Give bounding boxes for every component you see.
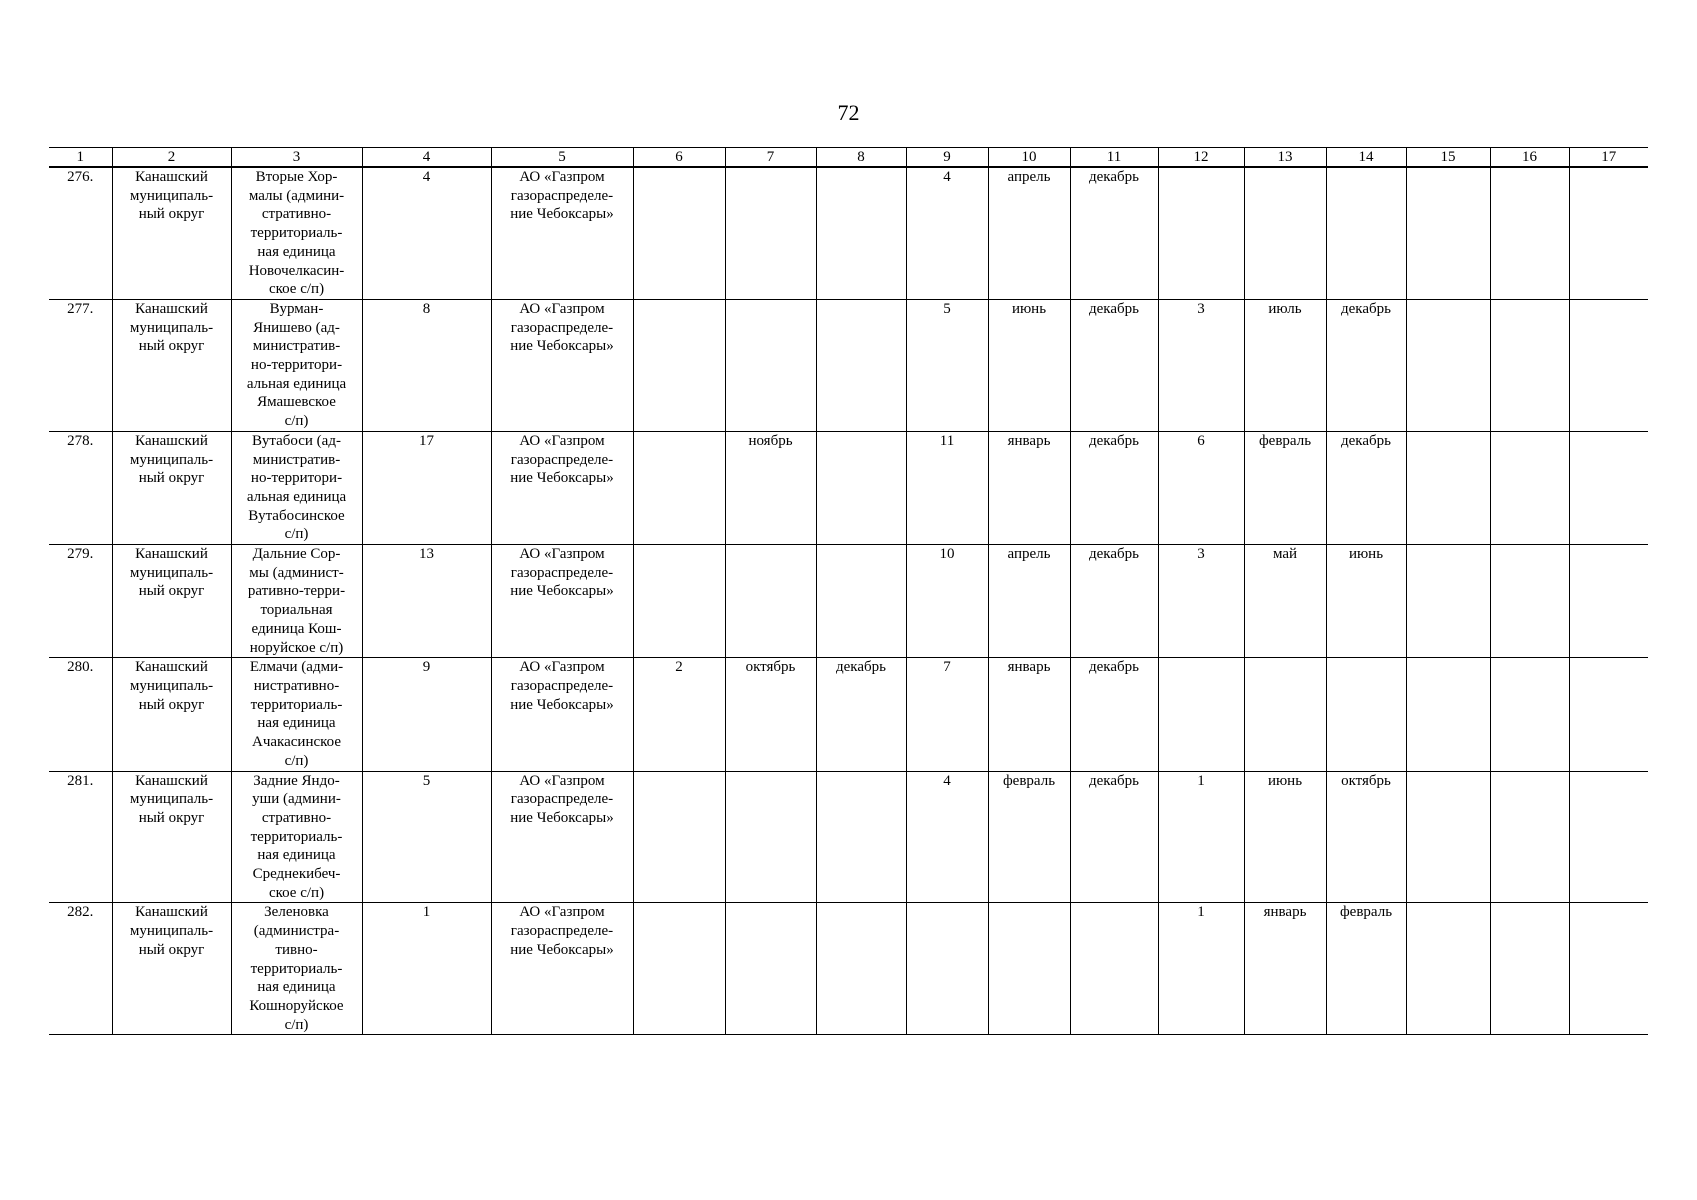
cell-line: Канашский xyxy=(135,659,208,676)
cell-col-14: декабрь xyxy=(1326,299,1406,431)
cell-line: Дальние Сор- xyxy=(252,546,341,563)
cell-line: газораспределе- xyxy=(510,319,614,336)
cell-col-7 xyxy=(725,771,816,903)
cell-line: ние Чебоксары» xyxy=(510,206,614,223)
column-header: 8 xyxy=(816,148,906,168)
cell-col-15 xyxy=(1406,545,1490,658)
cell-col-15 xyxy=(1406,658,1490,771)
cell-line: газораспределе- xyxy=(510,451,614,468)
cell-col-9: 4 xyxy=(906,771,988,903)
column-header: 11 xyxy=(1070,148,1158,168)
page-number: 72 xyxy=(837,100,860,125)
cell-col-3 xyxy=(231,167,362,299)
cell-col-3 xyxy=(231,299,362,431)
column-header: 4 xyxy=(362,148,491,168)
cell-col-11: декабрь xyxy=(1070,545,1158,658)
cell-col-15 xyxy=(1406,299,1490,431)
column-header: 13 xyxy=(1244,148,1326,168)
cell-col-16 xyxy=(1490,545,1569,658)
table-row xyxy=(49,771,1648,903)
cell-line: ная единица xyxy=(257,715,336,732)
cell-col-2 xyxy=(112,167,231,299)
cell-line: газораспределе- xyxy=(510,677,614,694)
cell-col-14: октябрь xyxy=(1326,771,1406,903)
cell-line: муниципаль- xyxy=(129,451,214,468)
cell-col-4: 9 xyxy=(362,658,491,771)
cell-col-14: июнь xyxy=(1326,545,1406,658)
column-header: 5 xyxy=(491,148,633,168)
column-header: 7 xyxy=(725,148,816,168)
cell-line: АО «Газпром xyxy=(519,772,605,789)
cell-col-12: 6 xyxy=(1158,431,1244,544)
cell-col-13: июнь xyxy=(1244,771,1326,903)
cell-col-2 xyxy=(112,299,231,431)
cell-col-1: 279. xyxy=(49,545,112,658)
cell-col-6 xyxy=(633,771,725,903)
cell-col-4: 4 xyxy=(362,167,491,299)
cell-col-17 xyxy=(1569,431,1648,544)
cell-col-15 xyxy=(1406,431,1490,544)
cell-line: территориаль- xyxy=(250,960,343,977)
table-body xyxy=(49,148,1648,1035)
cell-col-10: апрель xyxy=(988,167,1070,299)
cell-col-16 xyxy=(1490,431,1569,544)
cell-col-12: 3 xyxy=(1158,545,1244,658)
cell-col-16 xyxy=(1490,299,1569,431)
cell-col-13: январь xyxy=(1244,903,1326,1035)
cell-col-12: 1 xyxy=(1158,771,1244,903)
cell-col-1: 278. xyxy=(49,431,112,544)
cell-line: ная единица xyxy=(257,243,336,260)
cell-col-16 xyxy=(1490,167,1569,299)
column-header: 3 xyxy=(231,148,362,168)
cell-line: но-территори- xyxy=(250,470,343,487)
cell-col-15 xyxy=(1406,903,1490,1035)
cell-line: Канашский xyxy=(135,772,208,789)
cell-line: малы (админи- xyxy=(248,187,345,204)
cell-line: ный округ xyxy=(138,338,205,355)
cell-col-6 xyxy=(633,545,725,658)
cell-line: норуйское с/п) xyxy=(249,639,344,656)
cell-col-8 xyxy=(816,167,906,299)
cell-col-13: февраль xyxy=(1244,431,1326,544)
cell-line: альная единица xyxy=(246,375,347,392)
cell-col-8 xyxy=(816,903,906,1035)
cell-col-1: 280. xyxy=(49,658,112,771)
cell-line: территориаль- xyxy=(250,225,343,242)
cell-col-17 xyxy=(1569,903,1648,1035)
cell-col-7 xyxy=(725,299,816,431)
cell-col-12: 3 xyxy=(1158,299,1244,431)
cell-line: Ямашевское xyxy=(257,394,336,411)
cell-col-3 xyxy=(231,903,362,1035)
cell-line: Вутабосинское xyxy=(248,507,345,524)
cell-line: с/п) xyxy=(284,1016,309,1033)
cell-col-7: ноябрь xyxy=(725,431,816,544)
cell-col-6 xyxy=(633,431,725,544)
cell-line: ние Чебоксары» xyxy=(510,809,614,826)
cell-col-16 xyxy=(1490,903,1569,1035)
cell-line: единица Кош- xyxy=(251,620,342,637)
cell-line: тивно- xyxy=(275,941,318,958)
cell-col-10: январь xyxy=(988,431,1070,544)
cell-col-5 xyxy=(491,771,633,903)
cell-col-5 xyxy=(491,299,633,431)
cell-line: ный округ xyxy=(138,470,205,487)
cell-line: ние Чебоксары» xyxy=(510,583,614,600)
cell-line: министратив- xyxy=(252,451,341,468)
cell-col-1: 282. xyxy=(49,903,112,1035)
cell-col-14: февраль xyxy=(1326,903,1406,1035)
cell-line: с/п) xyxy=(284,752,309,769)
cell-col-9: 4 xyxy=(906,167,988,299)
cell-col-7 xyxy=(725,545,816,658)
cell-col-2 xyxy=(112,658,231,771)
cell-line: Канашский xyxy=(135,432,208,449)
column-header: 9 xyxy=(906,148,988,168)
column-header: 6 xyxy=(633,148,725,168)
cell-col-7 xyxy=(725,167,816,299)
cell-col-8 xyxy=(816,299,906,431)
cell-col-7: октябрь xyxy=(725,658,816,771)
cell-line: с/п) xyxy=(284,526,309,543)
cell-col-13: июль xyxy=(1244,299,1326,431)
cell-line: мы (админист- xyxy=(249,564,344,581)
cell-col-4: 8 xyxy=(362,299,491,431)
cell-col-13 xyxy=(1244,167,1326,299)
cell-line: Канашский xyxy=(135,169,208,185)
cell-col-7 xyxy=(725,903,816,1035)
cell-col-8: декабрь xyxy=(816,658,906,771)
cell-col-16 xyxy=(1490,658,1569,771)
cell-line: муниципаль- xyxy=(129,923,214,940)
cell-line: Вурман- xyxy=(269,300,324,317)
cell-line: Среднекибеч- xyxy=(252,866,341,883)
cell-line: муниципаль- xyxy=(129,791,214,808)
cell-line: газораспределе- xyxy=(510,791,614,808)
table-row xyxy=(49,545,1648,658)
cell-line: Кошноруйское xyxy=(249,997,344,1014)
cell-line: ние Чебоксары» xyxy=(510,470,614,487)
cell-line: АО «Газпром xyxy=(519,169,605,185)
cell-line: ское с/п) xyxy=(268,884,325,901)
cell-line: ние Чебоксары» xyxy=(510,941,614,958)
cell-line: Канашский xyxy=(135,300,208,317)
table-row xyxy=(49,431,1648,544)
cell-line: муниципаль- xyxy=(129,187,214,204)
cell-line: ториальная xyxy=(260,602,333,619)
cell-line: территориаль- xyxy=(250,696,343,713)
cell-col-3 xyxy=(231,658,362,771)
cell-col-8 xyxy=(816,545,906,658)
cell-col-17 xyxy=(1569,299,1648,431)
cell-line: АО «Газпром xyxy=(519,904,605,921)
cell-line: АО «Газпром xyxy=(519,546,605,563)
cell-line: Задние Яндо- xyxy=(253,772,340,789)
cell-line: газораспределе- xyxy=(510,564,614,581)
cell-col-3 xyxy=(231,771,362,903)
cell-col-11: декабрь xyxy=(1070,299,1158,431)
column-header: 12 xyxy=(1158,148,1244,168)
cell-col-9 xyxy=(906,903,988,1035)
cell-col-10 xyxy=(988,903,1070,1035)
cell-col-11 xyxy=(1070,903,1158,1035)
cell-col-4: 13 xyxy=(362,545,491,658)
cell-line: ный округ xyxy=(138,583,205,600)
cell-line: территориаль- xyxy=(250,828,343,845)
cell-col-6 xyxy=(633,167,725,299)
cell-col-3 xyxy=(231,545,362,658)
cell-line: но-территори- xyxy=(250,357,343,374)
cell-col-5 xyxy=(491,658,633,771)
cell-col-1: 277. xyxy=(49,299,112,431)
cell-line: ративно-терри- xyxy=(247,583,346,600)
cell-line: ское с/п) xyxy=(268,281,325,298)
cell-line: нистративно- xyxy=(253,677,340,694)
cell-col-10: апрель xyxy=(988,545,1070,658)
cell-col-13 xyxy=(1244,658,1326,771)
cell-line: АО «Газпром xyxy=(519,300,605,317)
cell-col-17 xyxy=(1569,771,1648,903)
cell-line: стративно- xyxy=(261,809,332,826)
cell-line: ный округ xyxy=(138,206,205,223)
cell-col-1: 281. xyxy=(49,771,112,903)
cell-line: ние Чебоксары» xyxy=(510,338,614,355)
cell-col-11: декабрь xyxy=(1070,167,1158,299)
cell-line: стративно- xyxy=(261,206,332,223)
cell-col-11: декабрь xyxy=(1070,658,1158,771)
cell-line: уши (админи- xyxy=(252,791,341,808)
cell-col-15 xyxy=(1406,167,1490,299)
cell-line: Елмачи (адми- xyxy=(249,659,344,676)
cell-line: Янишево (ад- xyxy=(253,319,340,336)
cell-col-5 xyxy=(491,903,633,1035)
cell-col-12 xyxy=(1158,658,1244,771)
cell-col-11: декабрь xyxy=(1070,431,1158,544)
column-header: 17 xyxy=(1569,148,1648,168)
cell-col-5 xyxy=(491,167,633,299)
cell-line: Зеленовка xyxy=(264,904,329,921)
cell-col-4: 5 xyxy=(362,771,491,903)
cell-col-2 xyxy=(112,903,231,1035)
data-table xyxy=(49,147,1648,1035)
cell-line: АО «Газпром xyxy=(519,432,605,449)
cell-line: АО «Газпром xyxy=(519,659,605,676)
column-header: 16 xyxy=(1490,148,1569,168)
cell-line: с/п) xyxy=(284,413,309,430)
cell-col-13: май xyxy=(1244,545,1326,658)
cell-col-6 xyxy=(633,903,725,1035)
cell-col-3 xyxy=(231,431,362,544)
cell-col-9: 5 xyxy=(906,299,988,431)
cell-col-6 xyxy=(633,299,725,431)
cell-col-14 xyxy=(1326,658,1406,771)
cell-col-17 xyxy=(1569,658,1648,771)
column-header: 10 xyxy=(988,148,1070,168)
cell-col-10: июнь xyxy=(988,299,1070,431)
cell-col-15 xyxy=(1406,771,1490,903)
cell-col-2 xyxy=(112,771,231,903)
cell-line: (администра- xyxy=(253,923,340,940)
cell-line: ный округ xyxy=(138,809,205,826)
cell-line: Канашский xyxy=(135,904,208,921)
cell-col-12 xyxy=(1158,167,1244,299)
cell-col-4: 1 xyxy=(362,903,491,1035)
cell-col-2 xyxy=(112,545,231,658)
table-row xyxy=(49,903,1648,1035)
table-row xyxy=(49,658,1648,771)
cell-line: газораспределе- xyxy=(510,187,614,204)
cell-line: газораспределе- xyxy=(510,923,614,940)
cell-col-5 xyxy=(491,431,633,544)
cell-col-2 xyxy=(112,431,231,544)
cell-line: альная единица xyxy=(246,488,347,505)
cell-col-1: 276. xyxy=(49,167,112,299)
cell-col-9: 7 xyxy=(906,658,988,771)
cell-line: ный округ xyxy=(138,941,205,958)
cell-line: муниципаль- xyxy=(129,564,214,581)
cell-col-17 xyxy=(1569,545,1648,658)
cell-col-9: 10 xyxy=(906,545,988,658)
cell-col-10: январь xyxy=(988,658,1070,771)
cell-col-10: февраль xyxy=(988,771,1070,903)
cell-col-17 xyxy=(1569,167,1648,299)
cell-col-16 xyxy=(1490,771,1569,903)
cell-line: муниципаль- xyxy=(129,677,214,694)
column-header: 15 xyxy=(1406,148,1490,168)
cell-col-9: 11 xyxy=(906,431,988,544)
cell-line: министратив- xyxy=(252,338,341,355)
cell-line: Вутабоси (ад- xyxy=(252,432,341,449)
cell-col-14: декабрь xyxy=(1326,431,1406,544)
table-header-row xyxy=(49,148,1648,168)
cell-col-4: 17 xyxy=(362,431,491,544)
cell-line: ние Чебоксары» xyxy=(510,696,614,713)
cell-col-6: 2 xyxy=(633,658,725,771)
cell-col-14 xyxy=(1326,167,1406,299)
cell-col-8 xyxy=(816,771,906,903)
cell-col-12: 1 xyxy=(1158,903,1244,1035)
table-row xyxy=(49,299,1648,431)
cell-line: ная единица xyxy=(257,979,336,996)
cell-line: Ачакасинское xyxy=(252,734,341,751)
cell-line: Вторые Хор- xyxy=(255,169,338,185)
column-header: 1 xyxy=(49,148,112,168)
cell-col-5 xyxy=(491,545,633,658)
cell-col-11: декабрь xyxy=(1070,771,1158,903)
column-header: 14 xyxy=(1326,148,1406,168)
cell-line: муниципаль- xyxy=(129,319,214,336)
cell-line: Канашский xyxy=(135,546,208,563)
table-row xyxy=(49,167,1648,299)
cell-line: ная единица xyxy=(257,847,336,864)
cell-col-8 xyxy=(816,431,906,544)
column-header: 2 xyxy=(112,148,231,168)
cell-line: ный округ xyxy=(138,696,205,713)
cell-line: Новочелкасин- xyxy=(248,262,345,279)
